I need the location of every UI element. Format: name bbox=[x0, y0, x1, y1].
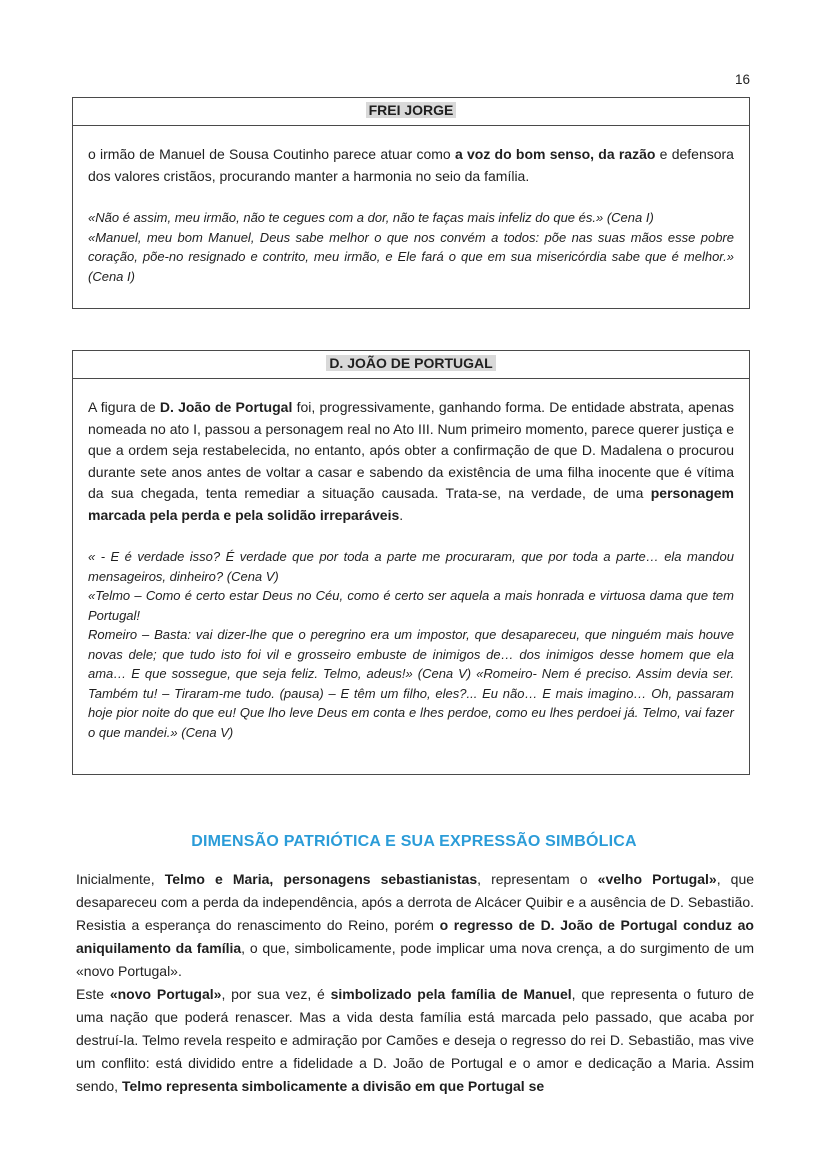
quote-line: «Manuel, meu bom Manuel, Deus sabe melhor o que nos convém a todos: põe nas suas mãos esse pobre coração, põe-no resignado e contrito, meu irmão, e Ele fará o que em sua misericórdia sabe que é melhor.» (Cena I) bbox=[88, 229, 734, 284]
character-box-body bbox=[73, 379, 749, 742]
section-paragraph: Inicialmente, Telmo e Maria, personagens sebastianistas, representam o «velho Portugal», que desapareceu com a perda da independência, após a derrota de Alcácer Quibir e a ausência de D. Sebastião. Resistia a esperança do renascimento do Reino, porém o regresso de D. João de Portugal conduz ao aniquilamento da família, o que, simbolicamente, pode implicar uma nova crença, a do surgimento de um «novo Portugal». bbox=[76, 871, 755, 979]
quote-line: «Telmo – Como é certo estar Deus no Céu, como é certo ser aquela a mais honrada e virtuosa dama que tem Portugal! bbox=[88, 588, 734, 623]
quote-line: « - E é verdade isso? É verdade que por toda a parte me procuraram, que por toda a parte… ela mandou mensageiros, dinheiro? (Cena V) bbox=[88, 549, 734, 584]
character-quotes bbox=[88, 547, 734, 742]
quote-line: «Não é assim, meu irmão, não te cegues com a dor, não te faças mais infeliz do que és.» (Cena I) bbox=[88, 210, 654, 225]
character-box-header bbox=[73, 351, 749, 379]
character-box-body bbox=[73, 126, 749, 286]
character-box-title: FREI JORGE bbox=[366, 102, 457, 118]
section-paragraph: Este «novo Portugal», por sua vez, é simbolizado pela família de Manuel, que representa o futuro de uma nação que poderá renascer. Mas a vida desta família está marcada pelo passado, que acaba por destruí-la. Telmo revela respeito e admiração por Camões e deseja o regresso do rei D. Sebastião, mas vive um conflito: está dividido entre a fidelidade a D. João de Portugal e o amor e dedicação a Maria. Assim sendo, Telmo representa simbolicamente a divisão em que Portugal se bbox=[76, 986, 755, 1094]
page-number: 16 bbox=[734, 72, 750, 87]
character-description: o irmão de Manuel de Sousa Coutinho parece atuar como a voz do bom senso, da razão e defensora dos valores cristãos, procurando manter a harmonia no seio da família. bbox=[88, 146, 734, 184]
character-box-header bbox=[73, 98, 749, 126]
character-box-frei-jorge bbox=[72, 97, 750, 309]
character-quotes bbox=[88, 208, 734, 286]
section-heading: DIMENSÃO PATRIÓTICA E SUA EXPRESSÃO SIMBÓLICA bbox=[191, 833, 637, 851]
section-body bbox=[76, 868, 754, 1098]
character-box-d-joao-de-portugal bbox=[72, 350, 750, 775]
quote-line: Romeiro – Basta: vai dizer-lhe que o peregrino era um impostor, que desapareceu, que ninguém mais houve novas dele; que tudo isto foi vil e grosseiro embuste de inimigos de… dos inimigos desse homem que ela ama… E que sossegue, que seja feliz. Telmo, adeus!» (Cena V) «Romeiro- Nem é preciso. Assim devia ser. Também tu! – Tiraram-me tudo. (pausa) – E têm um filho, eles?... Eu não… E mais imagino… Oh, passaram hoje pior noite do que eu! Que lho leve Deus em conta e lhes perdoe, como eu lhes perdoei já. Telmo, vai fazer o que mandei.» (Cena V) bbox=[88, 627, 734, 740]
character-description: A figura de D. João de Portugal foi, progressivamente, ganhando forma. De entidade abstrata, apenas nomeada no ato I, passou a personagem real no Ato III. Num primeiro momento, parece querer justiça e que a ordem seja restabelecida, no entanto, após obter a confirmação de que D. Madalena o procurou durante sete anos antes de voltar a casar e sabendo da existência de uma filha inocente que é vítima da sua chegada, tenta remediar a situação causada. Trata-se, na verdade, de uma personagem marcada pela perda e pela solidão irreparáveis. bbox=[88, 399, 735, 523]
character-box-title: D. JOÃO DE PORTUGAL bbox=[326, 355, 495, 371]
